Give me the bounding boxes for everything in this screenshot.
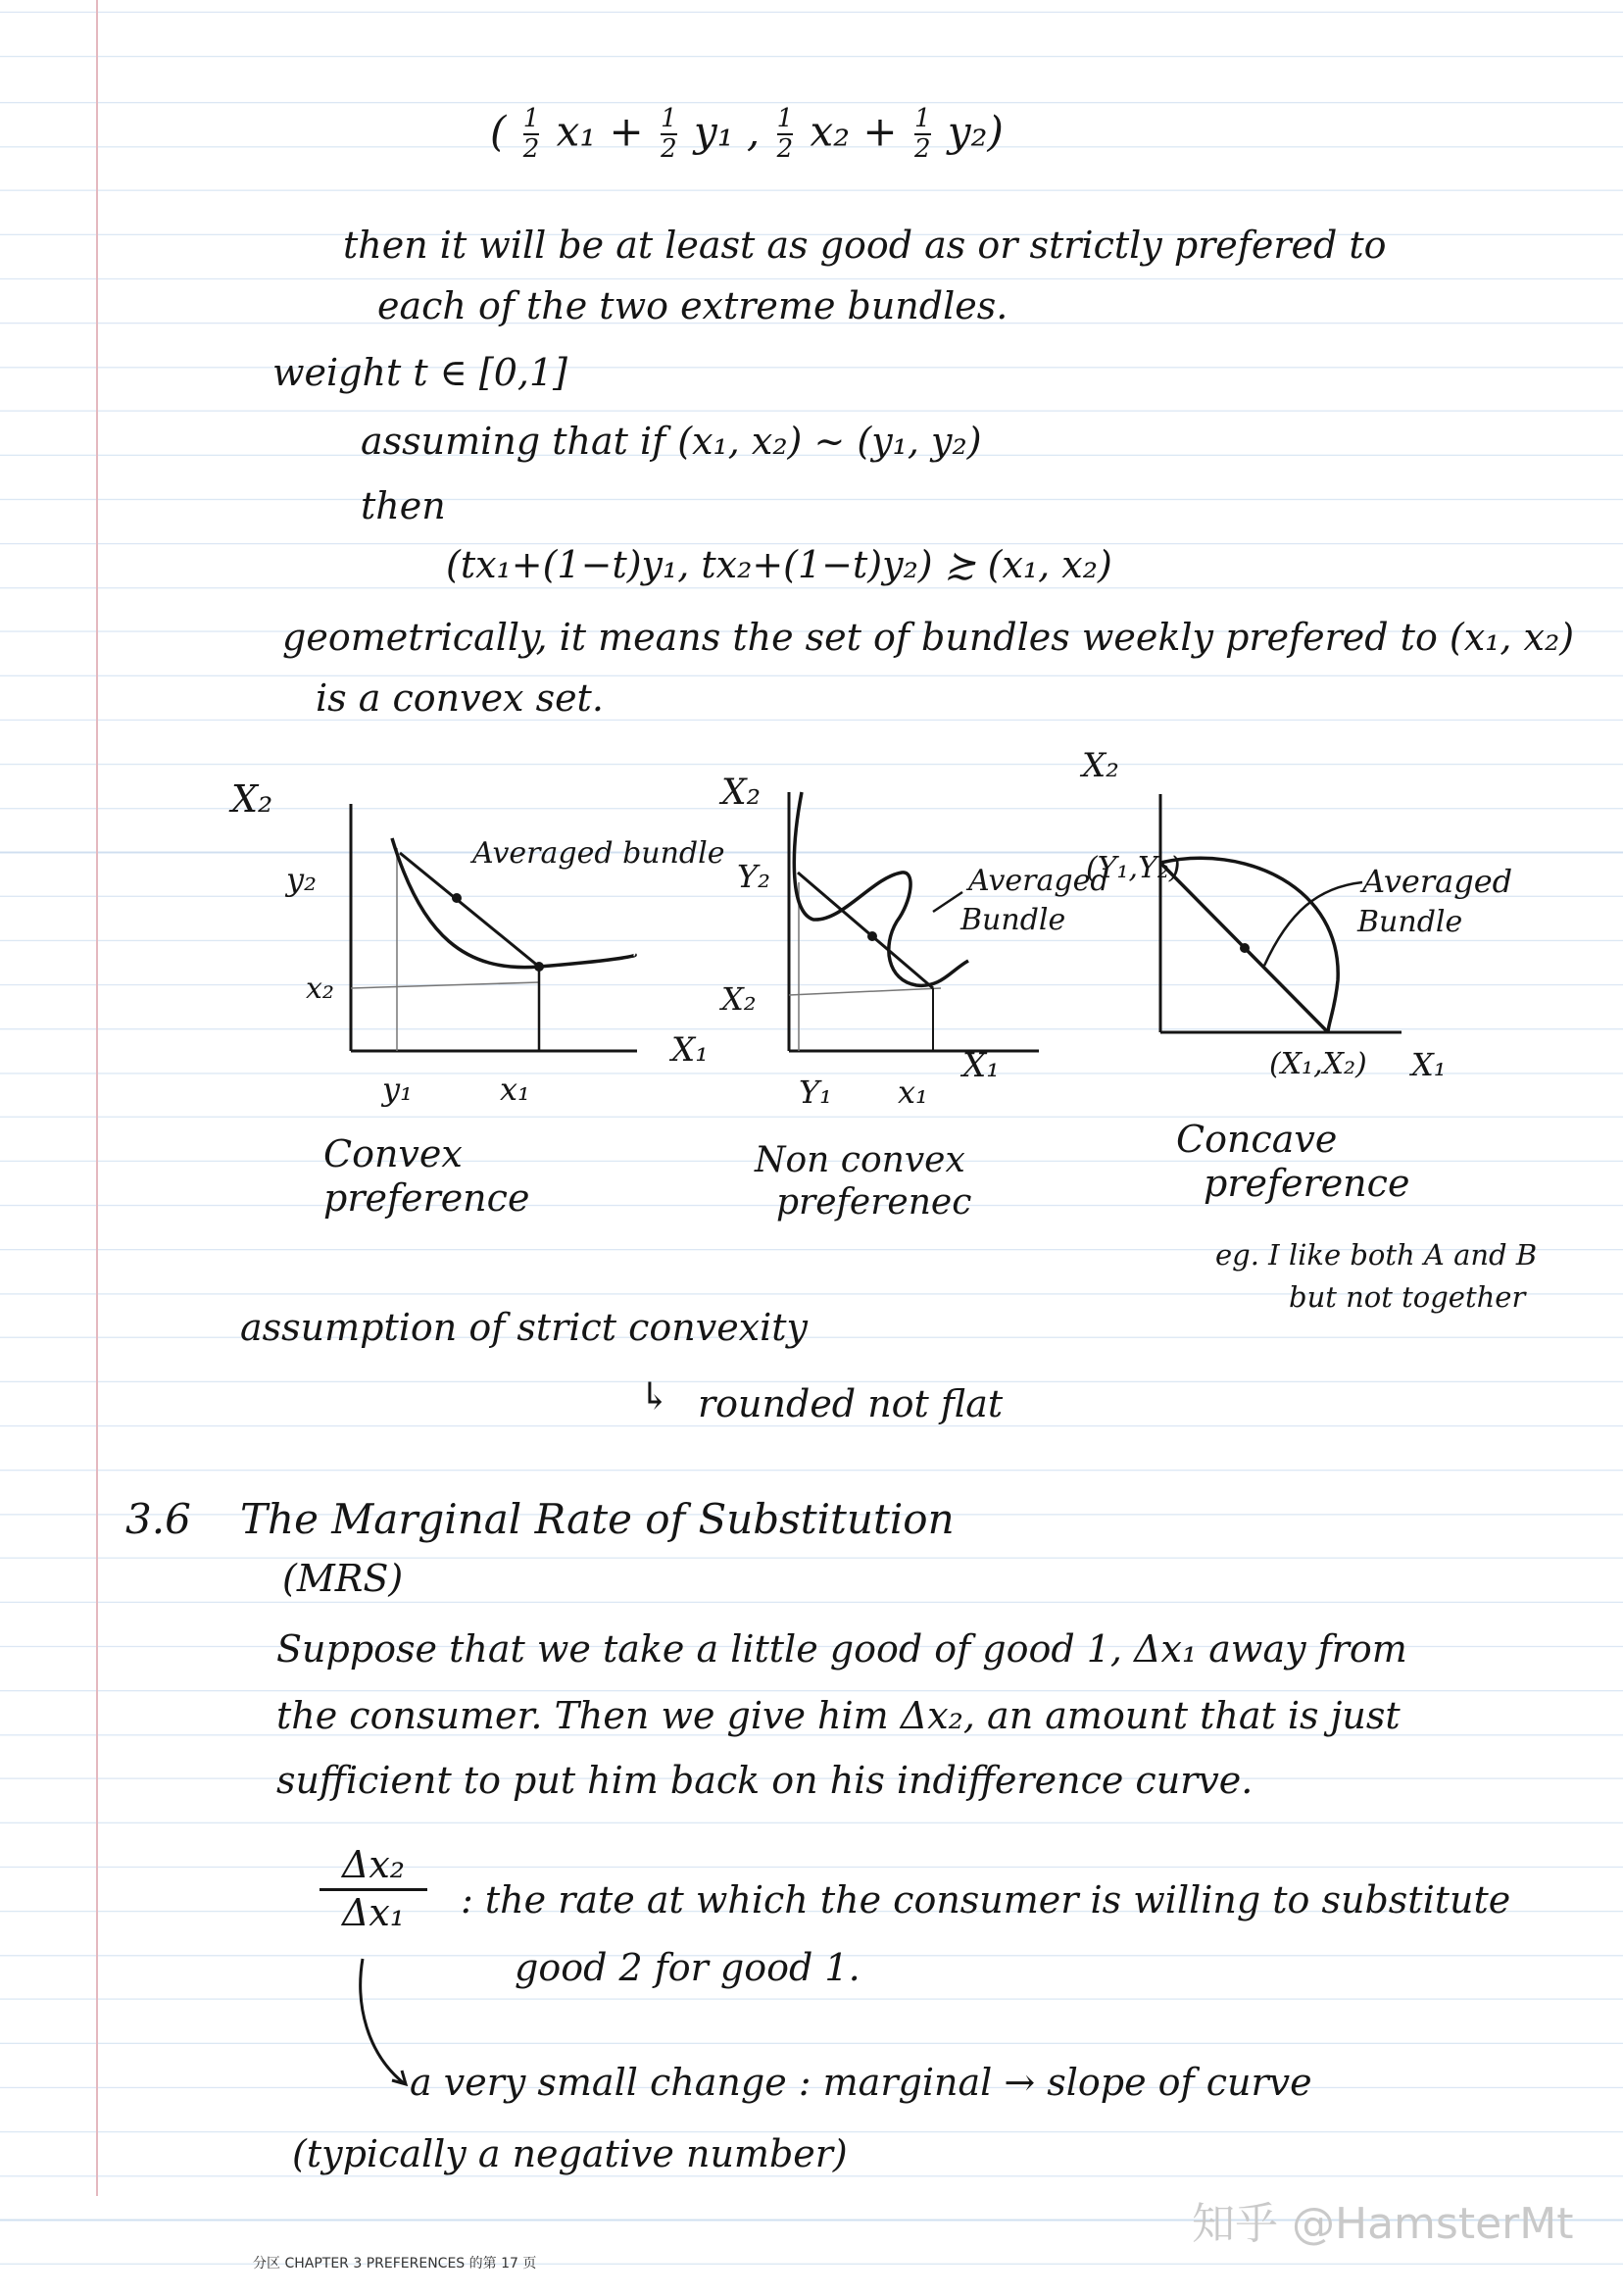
axis-y-label: X₂ — [231, 777, 273, 821]
half-den: 2 — [776, 134, 794, 165]
mrs-definition-1: : the rate at which the consumer is willing to substitute — [461, 1878, 1511, 1922]
half-den: 2 — [661, 134, 677, 165]
note-line-5: then — [361, 484, 446, 527]
tick-x-right: x₁ — [500, 1071, 530, 1108]
mrs-paragraph-1: Suppose that we take a little good of good 1, Δx₁ away from — [276, 1627, 1407, 1671]
caption-line-2: preference — [323, 1176, 530, 1220]
axis-y-label: X₂ — [1082, 746, 1119, 785]
arrow-stroke — [361, 1959, 404, 2083]
section-number: 3.6 — [125, 1495, 191, 1543]
point-top-label: (Y₁,Y₂) — [1086, 851, 1181, 885]
axis-x-label: X₁ — [671, 1030, 709, 1070]
annotation-line-2: Bundle — [960, 903, 1066, 937]
note-line-1: then it will be at least as good as or strictly prefered to — [343, 224, 1387, 267]
axis-x-label: X₁ — [1411, 1046, 1447, 1083]
expr-x1: x₁ + — [556, 107, 644, 156]
averaged-bundle-expression — [490, 106, 1004, 164]
indifference-curve — [794, 792, 968, 985]
example-line-2: but not together — [1289, 1280, 1526, 1314]
half-num: 1 — [522, 104, 540, 133]
averaging-line — [798, 873, 933, 988]
note-line-6: (tx₁+(1−t)y₁, tx₂+(1−t)y₂) ≿ (x₁, x₂) — [446, 543, 1112, 586]
note-line-8: is a convex set. — [316, 676, 604, 720]
caption-line-1: Non convex — [755, 1140, 965, 1180]
mrs-paragraph-2: the consumer. Then we give him Δx₂, an amount that is just — [276, 1694, 1401, 1737]
caption-line-1: Convex — [323, 1132, 463, 1175]
tick-x-left: y₁ — [382, 1071, 413, 1108]
concave-preference-graph — [1078, 740, 1607, 1368]
expr-x2: x₂ + — [810, 107, 898, 156]
half-fraction — [523, 106, 540, 164]
expr-y2: y₂) — [947, 107, 1004, 156]
nonconvex-preference-graph — [706, 765, 1117, 1274]
annotation-arrow — [933, 892, 962, 912]
marginal-note: a very small change : marginal → slope of curve — [410, 2061, 1312, 2104]
annotation-line-1: Averaged — [968, 864, 1109, 898]
section-abbr: (MRS) — [282, 1557, 404, 1600]
half-num: 1 — [913, 104, 931, 133]
averaged-bundle-point — [867, 931, 877, 941]
example-line-1: eg. I like both A and B — [1215, 1238, 1538, 1272]
half-fraction — [777, 106, 794, 164]
half-fraction — [914, 106, 931, 164]
section-title: The Marginal Rate of Substitution — [240, 1495, 955, 1543]
note-line-4: assuming that if (x₁, x₂) ~ (y₁, y₂) — [361, 420, 982, 463]
guide-x2 — [351, 982, 539, 988]
note-line-2: each of the two extreme bundles. — [377, 284, 1008, 327]
tick-y-bottom: X₂ — [721, 980, 757, 1018]
annotation-arrow — [1264, 882, 1362, 966]
half-fraction — [661, 106, 677, 164]
annotation-line-2: Bundle — [1357, 905, 1463, 939]
averaged-bundle-point — [1240, 943, 1250, 953]
expr-y1: y₁ , — [694, 107, 761, 156]
tick-x-left: Y₁ — [799, 1073, 832, 1111]
margin-line — [96, 0, 98, 2196]
averaged-bundle-point — [452, 893, 462, 903]
strict-note: rounded not flat — [698, 1382, 1004, 1425]
mrs-definition-2: good 2 for good 1. — [515, 1946, 861, 1989]
expr-open-paren: ( — [490, 107, 507, 156]
indifference-curve — [1160, 858, 1338, 1032]
point-bottom-label: (X₁,X₂) — [1269, 1047, 1367, 1081]
half-den: 2 — [522, 134, 540, 165]
strict-arrow: ↳ — [639, 1374, 670, 1418]
caption-line-2: preference — [1204, 1162, 1410, 1205]
mrs-fraction — [320, 1843, 427, 1935]
axis-x-label: X₁ — [962, 1046, 1000, 1085]
half-num: 1 — [661, 104, 677, 133]
averaged-bundle-label: Averaged bundle — [472, 836, 725, 871]
caption-line-2: preferenec — [776, 1182, 972, 1223]
tick-x-right: x₁ — [898, 1073, 928, 1111]
convex-preference-graph — [225, 765, 735, 1274]
half-num: 1 — [776, 104, 794, 133]
watermark: 知乎 @HamsterMt — [1192, 2199, 1574, 2249]
mrs-numerator: Δx₂ — [341, 1843, 406, 1886]
bundle-x-point — [534, 962, 544, 972]
axis-y-label: X₂ — [721, 773, 762, 813]
guide-x2 — [789, 988, 941, 995]
mrs-paragraph-3: sufficient to put him back on his indifference curve. — [276, 1759, 1254, 1802]
page-footer: 分区 CHAPTER 3 PREFERENCES 的第 17 页 — [253, 2256, 537, 2271]
tick-y-top: Y₂ — [737, 858, 770, 895]
annotation-line-1: Averaged — [1362, 863, 1513, 900]
tick-y-bottom: x₂ — [306, 972, 334, 1006]
mrs-denominator: Δx₁ — [341, 1890, 406, 1934]
half-den: 2 — [913, 134, 931, 165]
strict-convexity-line: assumption of strict convexity — [240, 1306, 808, 1349]
note-line-3: weight t ∈ [0,1] — [272, 351, 567, 394]
typical-note: (typically a negative number) — [292, 2132, 848, 2175]
caption-line-1: Concave — [1176, 1118, 1338, 1161]
note-line-7: geometrically, it means the set of bundles weekly prefered to (x₁, x₂) — [282, 616, 1575, 659]
tick-y-top: y₂ — [286, 861, 317, 898]
